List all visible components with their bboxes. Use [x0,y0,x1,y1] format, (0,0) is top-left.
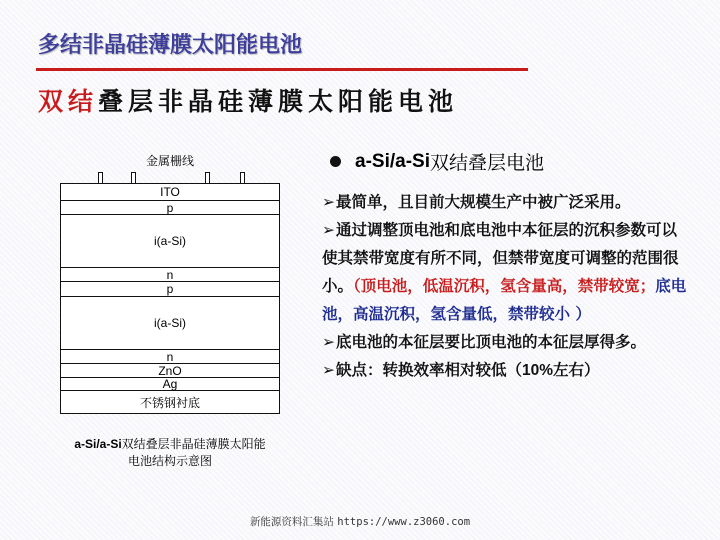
bullet-heading-latin: a-Si/a-Si [355,150,430,172]
bullet-points [322,188,690,385]
point-highlight-top-cell: （顶电池，低温沉积，氢含量高，禁带较宽； [353,276,656,295]
heading-accent: 双结 [38,87,99,116]
layer-n-top: n [61,268,279,282]
footer-site: 新能源资料汇集站 [249,516,334,528]
layer-i-top: i(a-Si) [61,215,279,268]
caption-line2: 电池结构示意图 [127,454,212,468]
layer-i-bottom: i(a-Si) [61,297,279,350]
layer-ito: ITO [61,184,279,201]
layer-p-top: p [61,201,279,215]
bullet-heading [330,148,544,175]
layer-n-bottom: n [61,350,279,364]
footer [0,514,720,529]
title-divider [36,68,528,71]
point-item [322,356,690,385]
metal-grid-label: 金属栅线 [145,154,194,168]
point-text: 最简单，且目前大规模生产中被广泛采用。 [336,192,631,211]
arrow-bullet-icon: ➢ [322,193,335,211]
bullet-dot-icon [330,156,341,167]
layer-zno: ZnO [61,364,279,378]
footer-url[interactable]: https://www.z3060.com [337,516,471,528]
caption-structure: a-Si/a-Si [74,437,122,451]
layer-p-bottom: p [61,282,279,297]
layer-stack [60,183,280,414]
caption-line1: 双结叠层非晶硅薄膜太阳能 [121,437,266,451]
point-item [322,216,690,328]
point-text: 通过调整顶电池和底电池中本征层的沉积参数可以使其禁带宽度有所不同，但禁带宽度可调整的范围很小。 [322,220,679,295]
point-text: 底电池的本征层要比顶电池的本征层厚得多。 [336,332,647,351]
arrow-bullet-icon: ➢ [322,221,335,239]
section-heading [38,82,458,118]
slide-title: 多结非晶硅薄膜太阳能电池 [38,33,303,58]
point-highlight-bottom-cell: 底电池，高温沉积，氢含量低，禁带较小 ） [322,276,687,323]
point-text-end: 左右） [553,360,600,379]
bullet-heading-cn: 双结叠层电池 [429,152,544,174]
arrow-bullet-icon: ➢ [322,361,335,379]
point-item [322,188,690,216]
heading-rest: 叠层非晶硅薄膜太阳能电池 [98,87,459,116]
point-item [322,328,690,356]
point-text: 缺点：转换效率相对较低（ [336,360,523,379]
layer-substrate: 不锈钢衬底 [139,395,200,410]
arrow-bullet-icon: ➢ [322,333,335,351]
diagram-caption [45,436,295,470]
layer-ag: Ag [61,378,279,391]
efficiency-value: 10% [522,362,554,379]
